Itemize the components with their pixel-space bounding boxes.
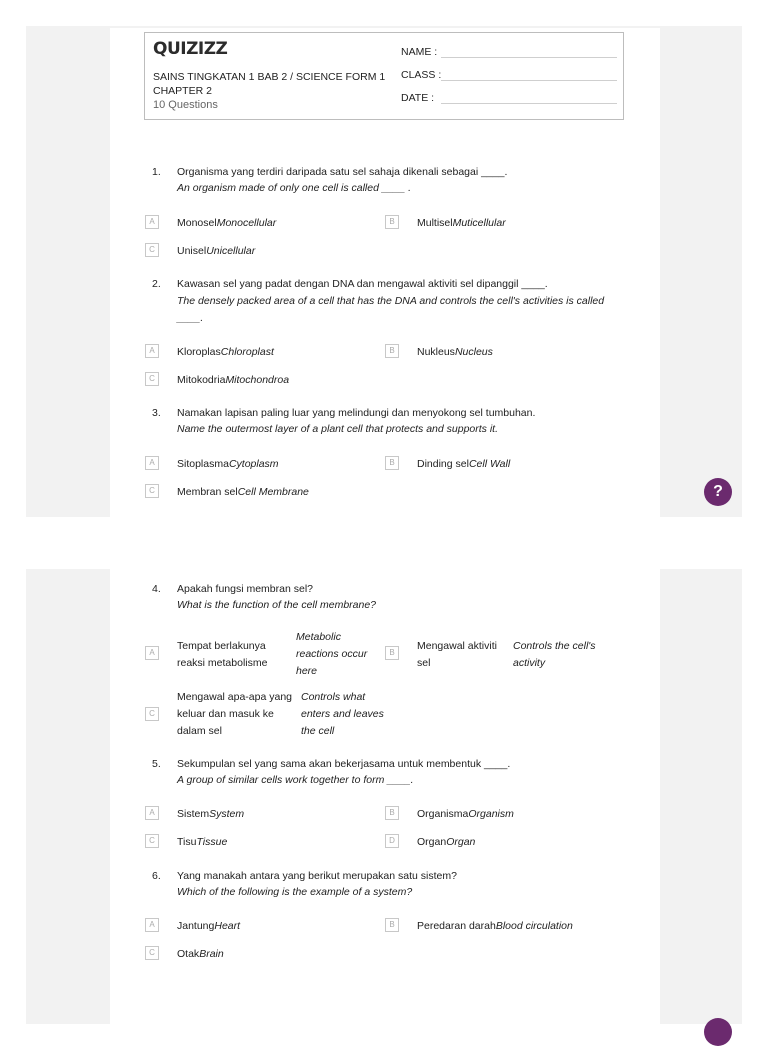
option-text-ms: Monosel	[177, 217, 217, 229]
option-text-en: Organism	[468, 808, 514, 820]
question-text	[177, 164, 617, 196]
question-text-en: What is the function of the cell membrane?	[177, 599, 377, 611]
question-number: 4.	[152, 583, 161, 595]
option-text-en: Cytoplasm	[228, 458, 279, 470]
question-number: 1.	[152, 166, 161, 178]
option-text-ms: Sistem	[177, 808, 210, 820]
option-text-ms: Sitoplasma	[177, 458, 229, 470]
option-letter-box: B	[385, 215, 399, 229]
option-text-en: Cell Membrane	[237, 486, 309, 498]
option-letter-box: A	[145, 646, 159, 660]
question-text-en: Name the outermost layer of a plant cell that protects and supports it.	[177, 423, 498, 435]
question-text-ms: Organisma yang terdiri daripada satu sel sahaja dikenali sebagai ____.	[177, 166, 508, 178]
question-text-ms: Namakan lapisan paling luar yang melindungi dan menyokong sel tumbuhan.	[177, 407, 536, 419]
question-text-ms: Yang manakah antara yang berikut merupakan satu sistem?	[177, 870, 457, 882]
question-text-en: A group of similar cells work together to form ____.	[177, 774, 414, 786]
question-text	[177, 756, 617, 788]
option-b-text-en: Controls the cell's activity	[513, 640, 596, 669]
question-text	[177, 868, 617, 900]
option-letter-box: A	[145, 806, 159, 820]
option-letter-box: A	[145, 918, 159, 932]
option-letter-box: D	[385, 834, 399, 848]
option-text-en: Blood circulation	[495, 920, 573, 932]
help-button[interactable]: ?	[704, 478, 732, 506]
option-text-ms: Kloroplas	[177, 346, 221, 358]
class-line	[441, 80, 617, 81]
question-text-en: Which of the following is the example of a system?	[177, 886, 413, 898]
option-a-text-en: Metabolic reactions occur here	[296, 631, 368, 677]
option-letter-box: B	[385, 646, 399, 660]
question-count: 10 Questions	[153, 99, 218, 111]
question-number: 3.	[152, 407, 161, 419]
option-text-en: Cell Wall	[468, 458, 511, 470]
option-letter-box: B	[385, 456, 399, 470]
option-letter-box: B	[385, 344, 399, 358]
option-text-ms: Multisel	[417, 217, 453, 229]
worksheet-title: SAINS TINGKATAN 1 BAB 2 / SCIENCE FORM 1 CHAPTER 2	[153, 71, 386, 97]
option-text-en: Monocellular	[216, 217, 277, 229]
help-button-partial[interactable]	[704, 1018, 732, 1046]
option-text-en: Nucleus	[454, 346, 493, 358]
option-letter-box: C	[145, 243, 159, 257]
class-field[interactable]	[401, 69, 441, 81]
name-field[interactable]	[401, 46, 437, 58]
option-text-ms: Organisma	[417, 808, 469, 820]
option-letter-box: B	[385, 918, 399, 932]
option-letter-box: C	[145, 834, 159, 848]
option-letter-box: A	[145, 215, 159, 229]
question-text	[177, 276, 617, 327]
option-letter-box: C	[145, 707, 159, 721]
option-letter-box: A	[145, 344, 159, 358]
option-letter-box: B	[385, 806, 399, 820]
date-field[interactable]	[401, 92, 434, 104]
question-text-ms: Kawasan sel yang padat dengan DNA dan mengawal aktiviti sel dipanggil ____.	[177, 278, 548, 290]
option-c-text-ms: Mengawal apa-apa yang keluar dan masuk ke dalam sel	[177, 691, 292, 737]
option-text-ms: Organ	[417, 836, 447, 848]
option-a-text-ms: Tempat berlakunya reaksi metabolisme	[177, 640, 268, 669]
question-number: 5.	[152, 758, 161, 770]
name-label: NAME :	[401, 46, 438, 58]
option-text-en: Mitochondroa	[225, 374, 290, 386]
date-line	[441, 103, 617, 104]
option-text-en: Brain	[199, 948, 224, 960]
option-text-en: System	[209, 808, 245, 820]
option-text-en: Chloroplast	[220, 346, 274, 358]
option-text-ms: Otak	[177, 948, 200, 960]
option-text-en: Unicellular	[206, 245, 256, 257]
date-label: DATE :	[401, 92, 435, 104]
option-text-ms: Mitokodria	[177, 374, 226, 386]
class-label: CLASS :	[401, 69, 442, 81]
quizizz-logo: QUIZIZZ	[153, 39, 228, 59]
option-text-en: Heart	[214, 920, 241, 932]
option-text-ms: Jantung	[177, 920, 215, 932]
question-text	[177, 581, 617, 613]
question-number: 2.	[152, 278, 161, 290]
option-b-text-ms: Mengawal aktiviti sel	[417, 640, 497, 669]
option-text-en: Organ	[446, 836, 476, 848]
option-letter-box: A	[145, 456, 159, 470]
option-letter-box: C	[145, 946, 159, 960]
question-text-ms: Apakah fungsi membran sel?	[177, 583, 313, 595]
option-text-en: Tissue	[196, 836, 228, 848]
name-line	[441, 57, 617, 58]
question-text-ms: Sekumpulan sel yang sama akan bekerjasama untuk membentuk ____.	[177, 758, 511, 770]
option-c-text-en: Controls what enters and leaves the cell	[301, 691, 384, 737]
option-text-en: Muticellular	[452, 217, 506, 229]
option-letter-box: C	[145, 372, 159, 386]
option-text-ms: Tisu	[177, 836, 197, 848]
question-text-en: The densely packed area of a cell that has the DNA and controls the cell's activities is called ____.	[177, 295, 605, 324]
worksheet-header	[144, 32, 624, 120]
option-text-ms: Peredaran darah	[417, 920, 496, 932]
option-text-ms: Membran sel	[177, 486, 238, 498]
question-text	[177, 405, 617, 437]
option-text-ms: Dinding sel	[417, 458, 469, 470]
option-text-ms: Unisel	[177, 245, 207, 257]
option-text-ms: Nukleus	[417, 346, 455, 358]
question-text-en: An organism made of only one cell is called ____ .	[177, 182, 412, 194]
option-letter-box: C	[145, 484, 159, 498]
question-number: 6.	[152, 870, 161, 882]
